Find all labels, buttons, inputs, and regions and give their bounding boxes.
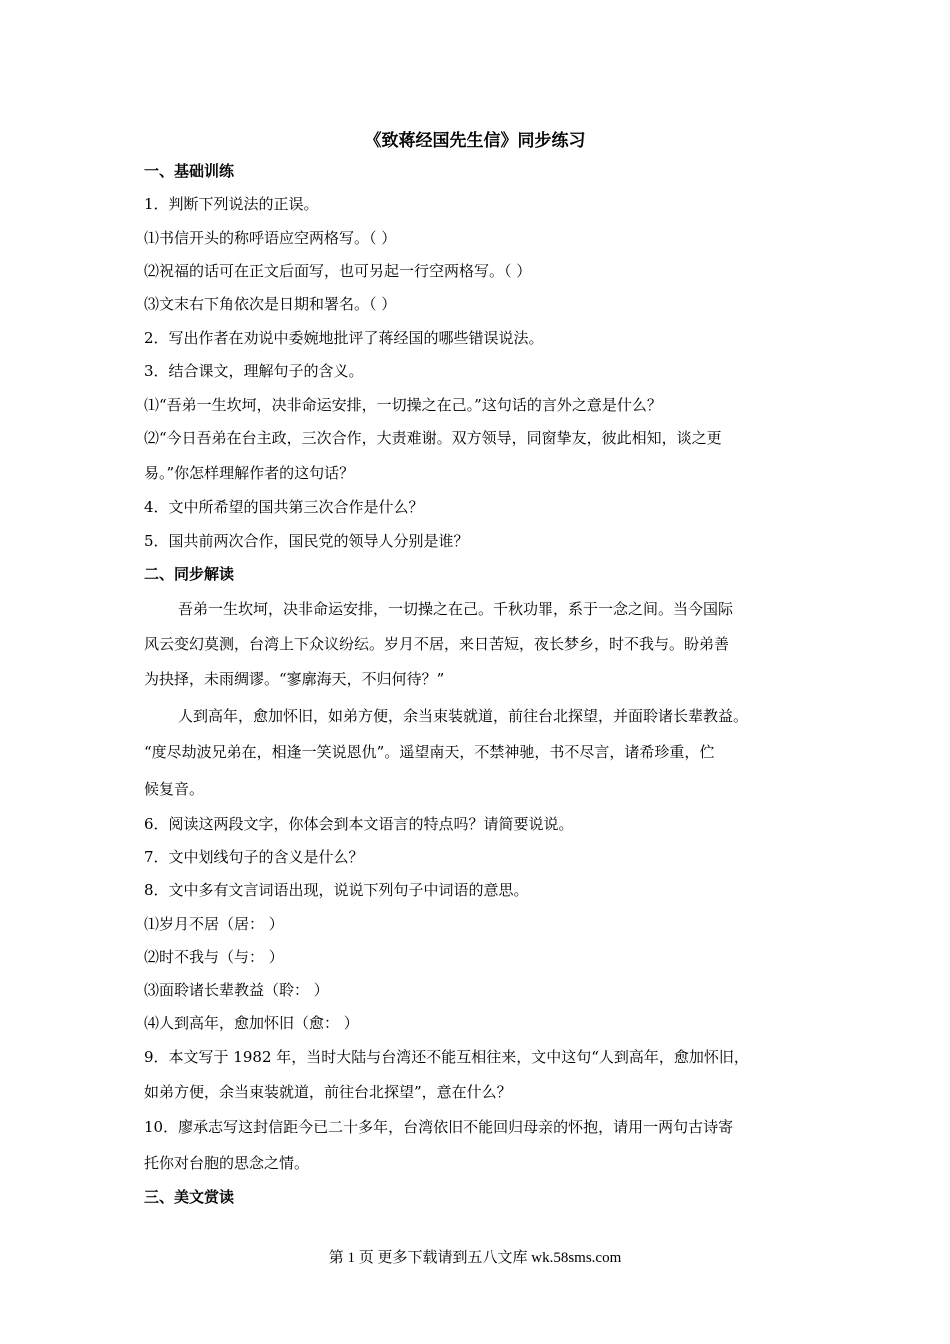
question-3-item-1: ⑴“吾弟一生坎坷，决非命运安排，一切操之在己。”这句话的言外之意是什么？ <box>144 396 662 414</box>
section-heading-basic-training: 一、基础训练 <box>144 162 235 180</box>
question-10-line-1: 10．廖承志写这封信距今已二十多年，台湾依旧不能回归母亲的怀抱，请用一两句古诗寄 <box>144 1118 734 1136</box>
question-2: 2．写出作者在劝说中委婉地批评了蒋经国的哪些错误说法。 <box>144 329 544 347</box>
page-footer: 第 1 页 更多下载请到五八文库 wk.58sms.com <box>328 1250 622 1266</box>
question-3-item-2-line-2: 易。”你怎样理解作者的这句话？ <box>144 464 355 482</box>
page-title: 《致蒋经国先生信》同步练习 <box>364 131 586 151</box>
question-8-item-2: ⑵时不我与（与： ） <box>144 948 284 966</box>
question-1-item-3: ⑶文末右下角依次是日期和署名。（ ） <box>144 295 397 313</box>
question-10-line-2: 托你对台胞的思念之情。 <box>144 1154 310 1172</box>
passage-paragraph-2-line-1: 人到高年，愈加怀旧，如弟方便，余当束装就道，前往台北探望，并面聆诸长辈教益。 <box>178 707 749 725</box>
question-3-item-2-line-1: ⑵“今日吾弟在台主政，三次合作，大责难谢。双方领导，同窗挚友，彼此相知，谈之更 <box>144 429 722 447</box>
passage-paragraph-1-line-1: 吾弟一生坎坷，决非命运安排，一切操之在己。千秋功罪，系于一念之间。当今国际 <box>178 600 734 618</box>
question-1-item-1: ⑴书信开头的称呼语应空两格写。（ ） <box>144 229 397 247</box>
question-3: 3．结合课文，理解句子的含义。 <box>144 362 364 380</box>
question-6: 6．阅读这两段文字，你体会到本文语言的特点吗？请简要说说。 <box>144 815 574 833</box>
question-8: 8．文中多有文言词语出现，说说下列句子中词语的意思。 <box>144 881 529 899</box>
question-8-item-4: ⑷人到高年，愈加怀旧（愈： ） <box>144 1014 359 1032</box>
question-9-line-2: 如弟方便，余当束装就道，前往台北探望”，意在什么？ <box>144 1083 512 1101</box>
question-1: 1．判断下列说法的正误。 <box>144 195 319 213</box>
question-8-item-1: ⑴岁月不居（居： ） <box>144 915 284 933</box>
passage-paragraph-2-line-3: 候复音。 <box>144 780 205 798</box>
question-9-line-1: 9．本文写于 1982 年，当时大陆与台湾还不能互相往来，文中这句“人到高年，愈加怀旧， <box>144 1048 749 1066</box>
passage-paragraph-1-line-3: 为抉择，未雨绸谬。“寥廓海天，不归何待？” <box>144 670 445 688</box>
question-1-item-2: ⑵祝福的话可在正文后面写，也可另起一行空两格写。（ ） <box>144 262 532 280</box>
question-7: 7．文中划线句子的含义是什么？ <box>144 848 364 866</box>
question-4: 4．文中所希望的国共第三次合作是什么？ <box>144 498 424 516</box>
question-5: 5．国共前两次合作，国民党的领导人分别是谁？ <box>144 532 469 550</box>
passage-paragraph-2-line-2: “度尽劫波兄弟在，相逢一笑说恩仇”。遥望南天，不禁神驰，书不尽言，诸希珍重，伫 <box>144 743 715 761</box>
section-heading-sync-reading: 二、同步解读 <box>144 565 235 583</box>
passage-paragraph-1-line-2: 风云变幻莫测，台湾上下众议纷纭。岁月不居，来日苦短，夜长梦乡，时不我与。盼弟善 <box>144 635 730 653</box>
section-heading-reading-appreciation: 三、美文赏读 <box>144 1188 235 1206</box>
question-8-item-3: ⑶面聆诸长辈教益（聆： ） <box>144 981 329 999</box>
